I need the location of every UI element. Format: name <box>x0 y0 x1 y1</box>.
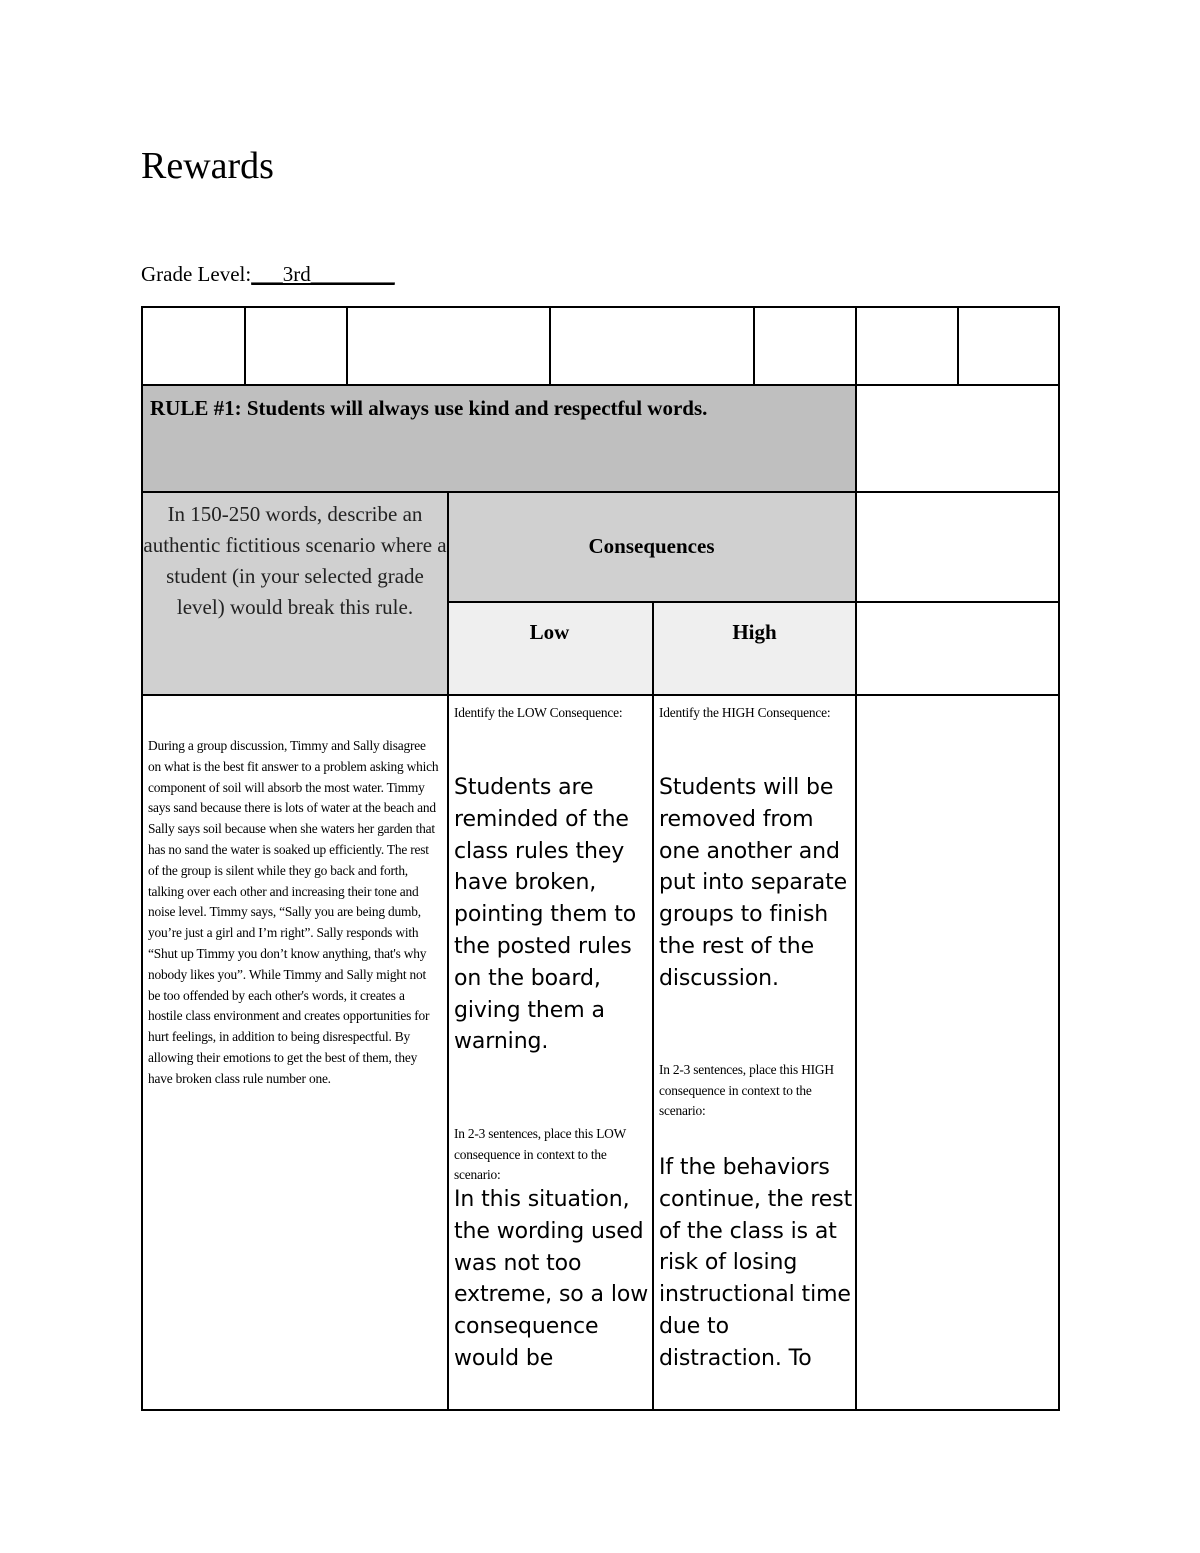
grid-line <box>549 308 551 385</box>
low-context: In this situation, the wording used was not too extreme, so a low consequence would be <box>454 1187 649 1371</box>
high-header: High <box>732 620 777 644</box>
rule-table <box>141 306 1060 1411</box>
grid-line <box>753 308 755 385</box>
high-context-label: In 2-3 sentences, place this HIGH consequence in context to the scenario: <box>659 1062 834 1118</box>
high-header-cell <box>653 602 856 695</box>
low-context-label: In 2-3 sentences, place this LOW consequence in context to the scenario: <box>454 1126 626 1182</box>
grid-line <box>143 384 1060 386</box>
grid-line <box>855 308 857 1411</box>
grid-line <box>448 601 1060 603</box>
grid-line <box>244 308 246 385</box>
low-consequence: Students are reminded of the class rules they have broken, pointing them to the posted rules on the board, giving them a warning. <box>454 775 637 1055</box>
high-context: If the behaviors continue, the rest of the class is at risk of losing instructional time due to distraction. To <box>659 1155 853 1371</box>
grid-line <box>652 602 654 1411</box>
rule-text: RULE #1: Students will always use kind and respectful words. <box>150 396 708 420</box>
grade-level-label: Grade Level: <box>141 262 252 286</box>
grade-level-line <box>141 261 395 287</box>
high-consequence: Students will be removed from one another and put into separate groups to finish the rest of the discussion. <box>659 775 848 991</box>
document-title: Rewards <box>141 145 274 187</box>
high-identify-label: Identify the HIGH Consequence: <box>659 705 831 720</box>
consequences-header: Consequences <box>588 534 715 558</box>
prompt-text: In 150-250 words, describe an authentic fictitious scenario where a student (in your selected grade level) would break this rule. <box>143 502 447 619</box>
low-identify-label: Identify the LOW Consequence: <box>454 705 623 720</box>
low-header-cell <box>448 602 653 695</box>
grade-level-value: ___3rd________ <box>251 262 395 286</box>
low-header: Low <box>529 620 570 644</box>
grid-line <box>346 308 348 385</box>
grid-line <box>143 694 1060 696</box>
grid-line <box>143 491 1060 493</box>
scenario-text: During a group discussion, Timmy and Sally disagree on what is the best fit answer to a problem asking which component of soil will absorb the most water. Timmy says sand because there is lots of water at the beach and Sally says soil because when she waters her garden that has no sand the water is soaked up efficiently. The rest of the group is silent while they go back and forth, talking over each other and increasing their tone and noise level. Timmy says, “Sally you are being dumb, you’re just a girl and I’m right”. Sally responds with “Shut up Timmy you don’t know anything, that's why nobody likes you”. While Timmy and Sally might not be too offended by each other's words, it creates a hostile class environment and creates opportunities for hurt feelings, in addition to being disrespectful. By allowing their emotions to get the best of them, they have broken class rule number one. <box>148 738 439 1086</box>
grid-line <box>957 308 959 385</box>
